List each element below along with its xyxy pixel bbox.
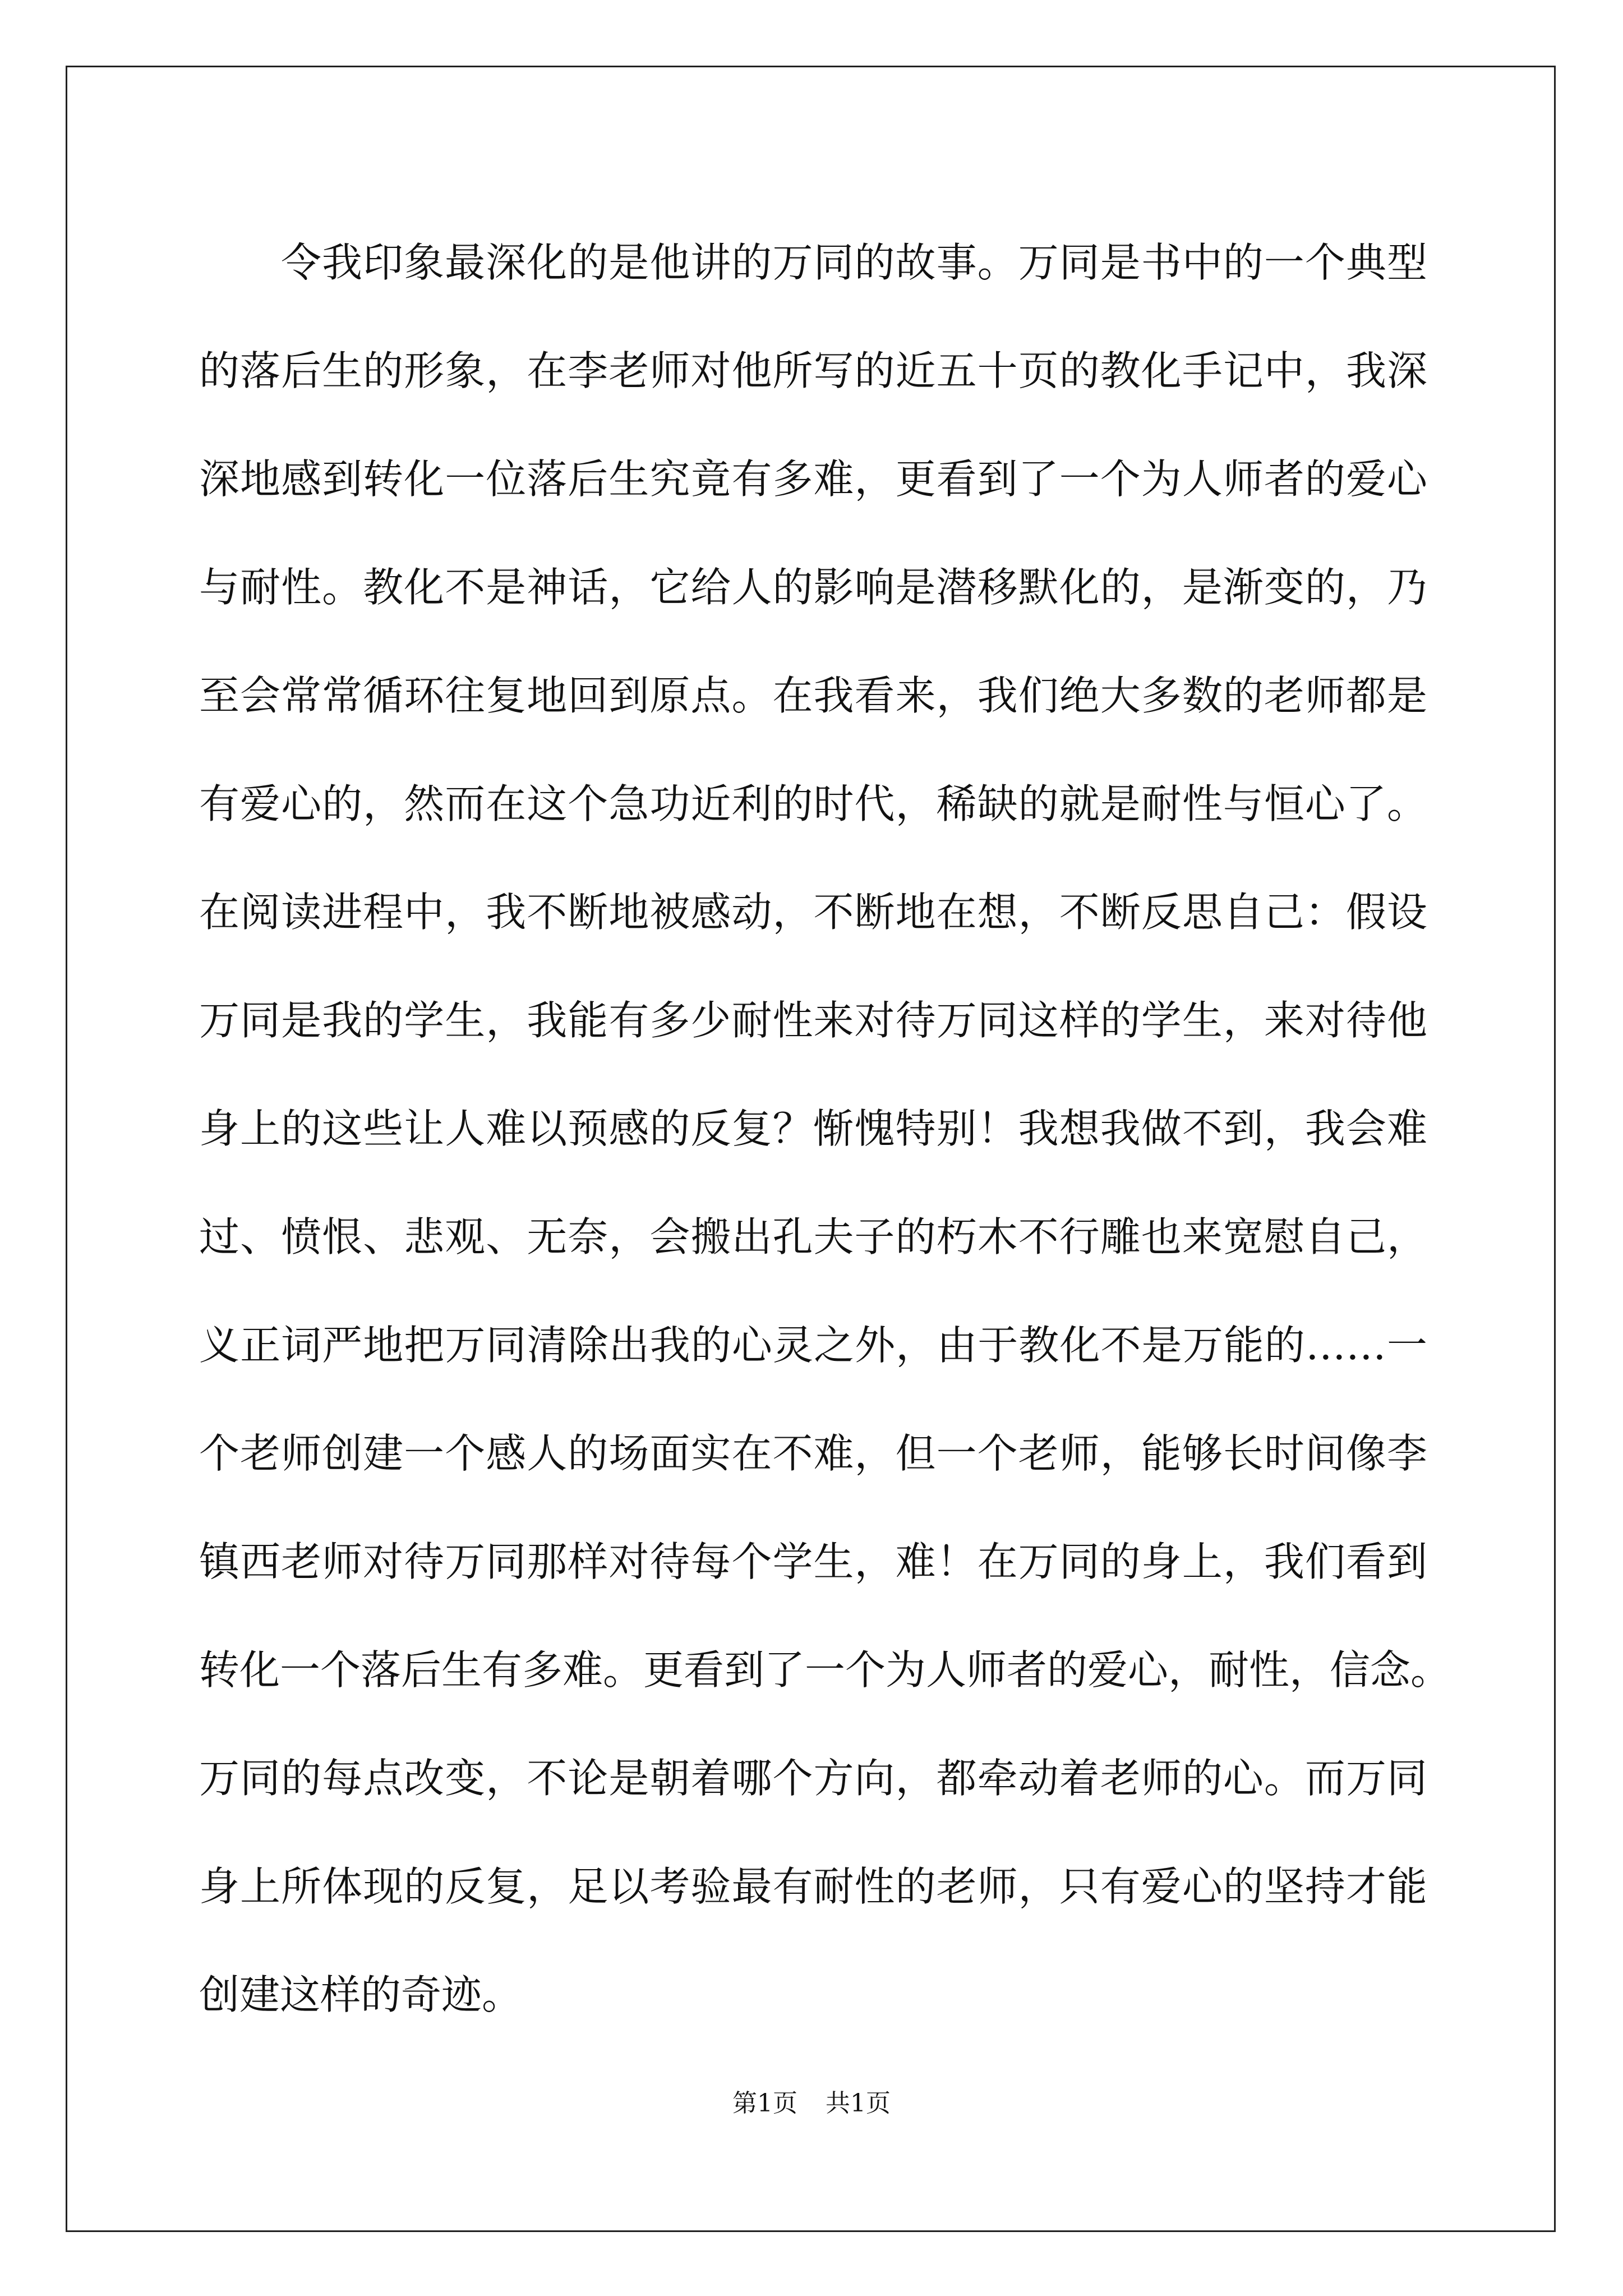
text-line: 万同是我的学生，我能有多少耐性来对待万同这样的学生，来对待他 [199,997,1427,1044]
text-line: 的落后生的形象，在李老师对他所写的近五十页的教化手记中，我深 [199,347,1427,394]
text-line: 与耐性。教化不是神话，它给人的影响是潜移默化的，是渐变的，乃 [199,564,1427,611]
text-line: 至会常常循环往复地回到原点。在我看来，我们绝大多数的老师都是 [199,672,1427,719]
text-line: 义正词严地把万同清除出我的心灵之外，由于教化不是万能的……一 [199,1322,1427,1369]
text-line: 个老师创建一个感人的场面实在不难，但一个老师，能够长时间像李 [199,1430,1427,1477]
text-line: 转化一个落后生有多难。更看到了一个为人师者的爱心，耐性，信念。 [199,1646,1451,1694]
page-footer [0,2087,1623,2120]
text-line: 万同的每点改变，不论是朝着哪个方向，都牵动着老师的心。而万同 [199,1755,1427,1802]
text-line: 在阅读进程中，我不断地被感动，不断地在想，不断反思自己：假设 [199,889,1427,936]
text-line: 创建这样的奇迹。 [199,1971,523,2018]
text-line: 身上的这些让人难以预感的反复？惭愧特别！我想我做不到，我会难 [199,1105,1427,1152]
body-paragraph [199,209,1451,2049]
text-line: 令我印象最深化的是他讲的万同的故事。万同是书中的一个典型 [281,239,1427,286]
text-line: 镇西老师对待万同那样对待每个学生，难！在万同的身上，我们看到 [199,1538,1427,1585]
page-number-total: 共1页 [826,2089,891,2118]
text-line: 身上所体现的反复，足以考验最有耐性的老师，只有爱心的坚持才能 [199,1863,1427,1910]
page-number-current: 第1页 [732,2089,797,2118]
text-line: 过、愤恨、悲观、无奈，会搬出孔夫子的朽木不行雕也来宽慰自己， [199,1213,1427,1260]
text-line: 深地感到转化一位落后生究竟有多难，更看到了一个为人师者的爱心 [199,455,1427,503]
text-line: 有爱心的，然而在这个急功近利的时代，稀缺的就是耐性与恒心了。 [199,780,1427,827]
